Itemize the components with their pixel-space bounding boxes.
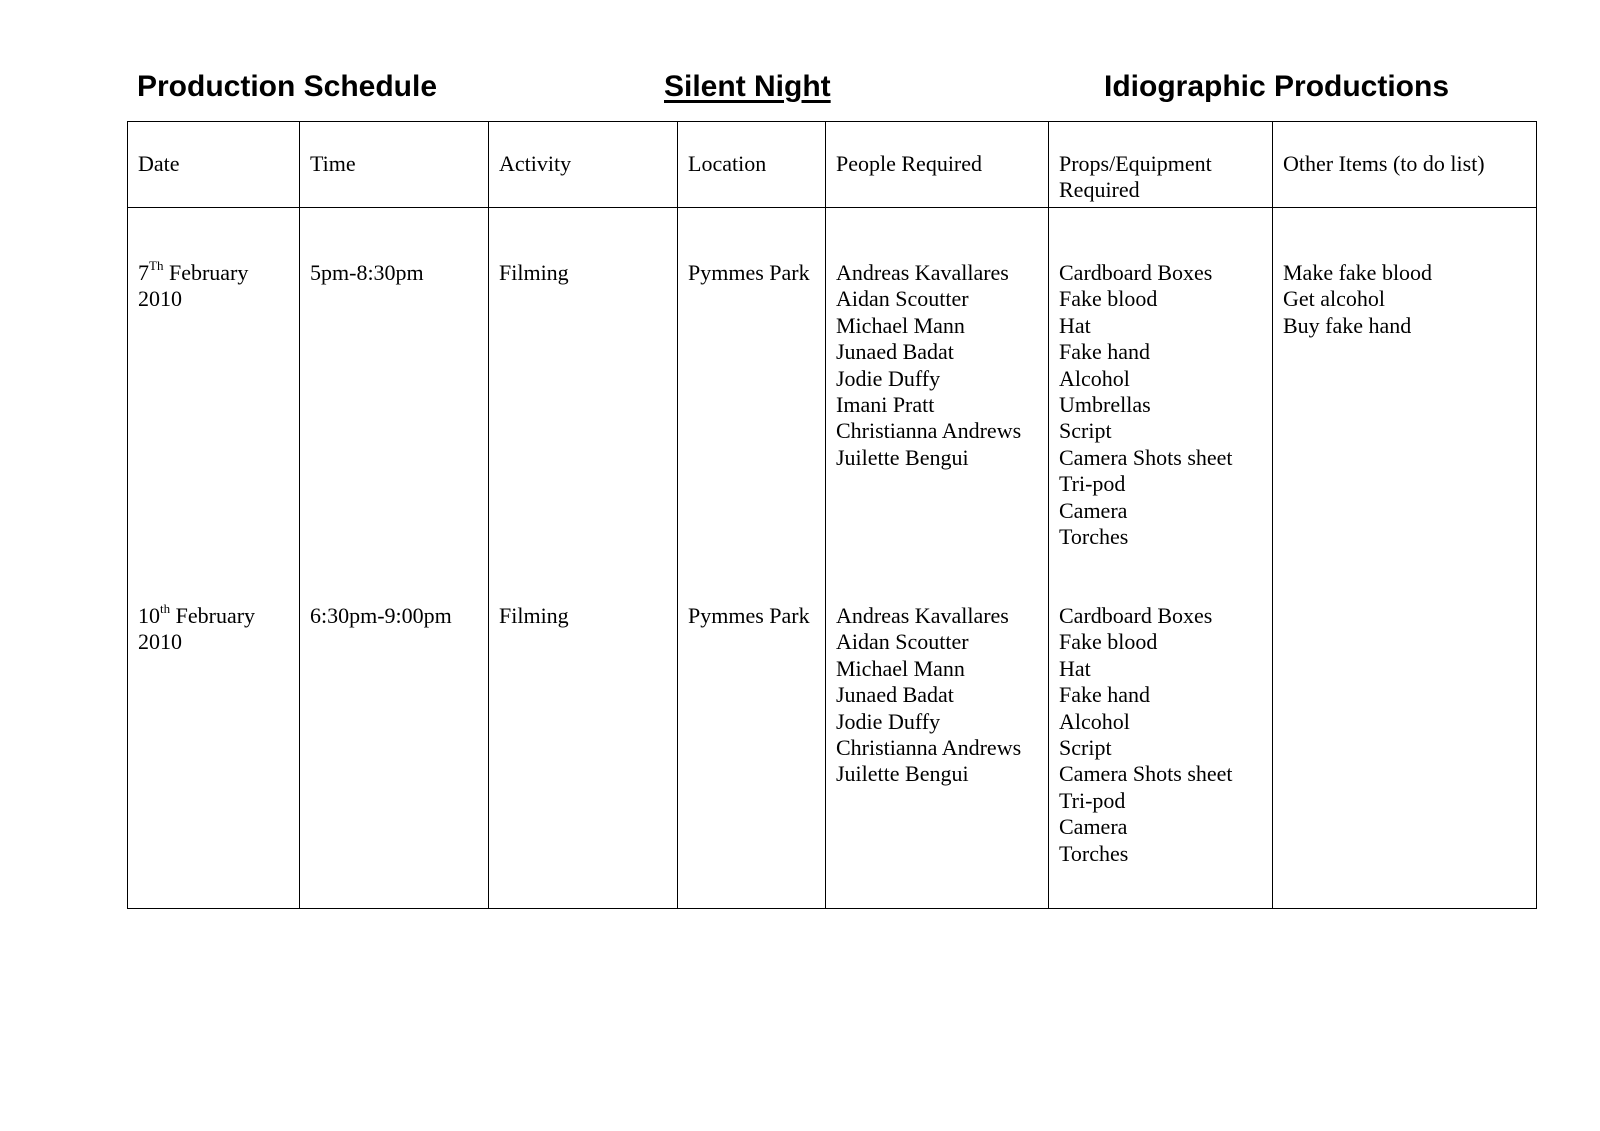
schedule-entry-1-props (1059, 260, 1268, 550)
column-header-date: Date (128, 122, 300, 208)
date-year: 2010 (138, 629, 182, 655)
props-cell (1049, 208, 1273, 909)
person-name: Michael Mann (836, 655, 965, 681)
date-cell (128, 208, 300, 909)
document-title: Production Schedule (137, 70, 438, 103)
date-day: 10 (138, 603, 160, 628)
schedule-entry-2-date (138, 600, 295, 656)
prop-item: Umbrellas (1059, 392, 1151, 418)
column-header-other: Other Items (to do list) (1273, 122, 1537, 208)
todo-item: Buy fake hand (1283, 312, 1412, 338)
person-name: Juilette Bengui (836, 444, 969, 470)
prop-item: Hat (1059, 655, 1091, 681)
person-name: Imani Pratt (836, 392, 935, 418)
prop-item: Fake hand (1059, 339, 1151, 365)
schedule-entry-2-activity: Filming (499, 603, 569, 628)
prop-item: Torches (1059, 840, 1129, 866)
date-month: February (163, 260, 249, 285)
date-suffix: Th (149, 257, 164, 273)
todo-item: Get alcohol (1283, 286, 1386, 312)
prop-item: Alcohol (1059, 365, 1130, 391)
prop-item: Fake blood (1059, 629, 1158, 655)
prop-item: Tri-pod (1059, 471, 1126, 497)
table-header-row (128, 122, 1537, 208)
person-name: Jodie Duffy (836, 708, 941, 734)
person-name: Junaed Badat (836, 682, 954, 708)
schedule-entry-2-time: 6:30pm-9:00pm (310, 603, 452, 628)
other-items-cell (1273, 208, 1537, 909)
date-year: 2010 (138, 286, 182, 312)
activity-cell (489, 208, 678, 909)
prop-item: Cardboard Boxes (1059, 603, 1213, 628)
production-schedule-table (127, 121, 1537, 909)
column-header-people: People Required (826, 122, 1049, 208)
person-name: Michael Mann (836, 312, 965, 338)
prop-item: Hat (1059, 312, 1091, 338)
company-name: Idiographic Productions (1104, 70, 1450, 103)
prop-item: Script (1059, 418, 1112, 444)
prop-item: Camera Shots sheet (1059, 761, 1233, 787)
person-name: Juilette Bengui (836, 761, 969, 787)
person-name: Andreas Kavallares (836, 260, 1009, 285)
prop-item: Tri-pod (1059, 787, 1126, 813)
person-name: Christianna Andrews (836, 418, 1022, 444)
prop-item: Camera (1059, 497, 1128, 523)
time-cell (300, 208, 489, 909)
schedule-entry-1-activity: Filming (499, 260, 569, 285)
schedule-entry-2-props (1059, 603, 1268, 867)
schedule-entry-1-people (836, 260, 1044, 471)
person-name: Jodie Duffy (836, 365, 941, 391)
person-name: Junaed Badat (836, 339, 954, 365)
prop-item: Camera Shots sheet (1059, 444, 1233, 470)
column-header-activity: Activity (489, 122, 678, 208)
column-header-time: Time (300, 122, 489, 208)
prop-item: Fake blood (1059, 286, 1158, 312)
schedule-entry-1-other (1283, 260, 1532, 339)
schedule-entry-1-date (138, 257, 295, 313)
person-name: Christianna Andrews (836, 735, 1022, 761)
date-suffix: th (160, 600, 171, 616)
production-title: Silent Night (664, 70, 831, 103)
schedule-entry-1-time: 5pm-8:30pm (310, 260, 424, 285)
column-header-props: Props/Equipment Required (1049, 122, 1273, 208)
column-header-location: Location (678, 122, 826, 208)
people-cell (826, 208, 1049, 909)
person-name: Andreas Kavallares (836, 603, 1009, 628)
schedule-entry-1-location: Pymmes Park (688, 260, 810, 285)
date-day: 7 (138, 260, 149, 285)
todo-item: Make fake blood (1283, 260, 1433, 285)
prop-item: Torches (1059, 524, 1129, 550)
date-month: February (170, 603, 256, 628)
schedule-entry-2-location: Pymmes Park (688, 603, 810, 628)
schedule-entry-2-people (836, 603, 1044, 788)
person-name: Aidan Scoutter (836, 629, 969, 655)
prop-item: Camera (1059, 814, 1128, 840)
prop-item: Script (1059, 735, 1112, 761)
prop-item: Alcohol (1059, 708, 1130, 734)
location-cell (678, 208, 826, 909)
person-name: Aidan Scoutter (836, 286, 969, 312)
prop-item: Cardboard Boxes (1059, 260, 1213, 285)
table-body-row (128, 208, 1537, 909)
prop-item: Fake hand (1059, 682, 1151, 708)
page-header (0, 70, 1600, 110)
